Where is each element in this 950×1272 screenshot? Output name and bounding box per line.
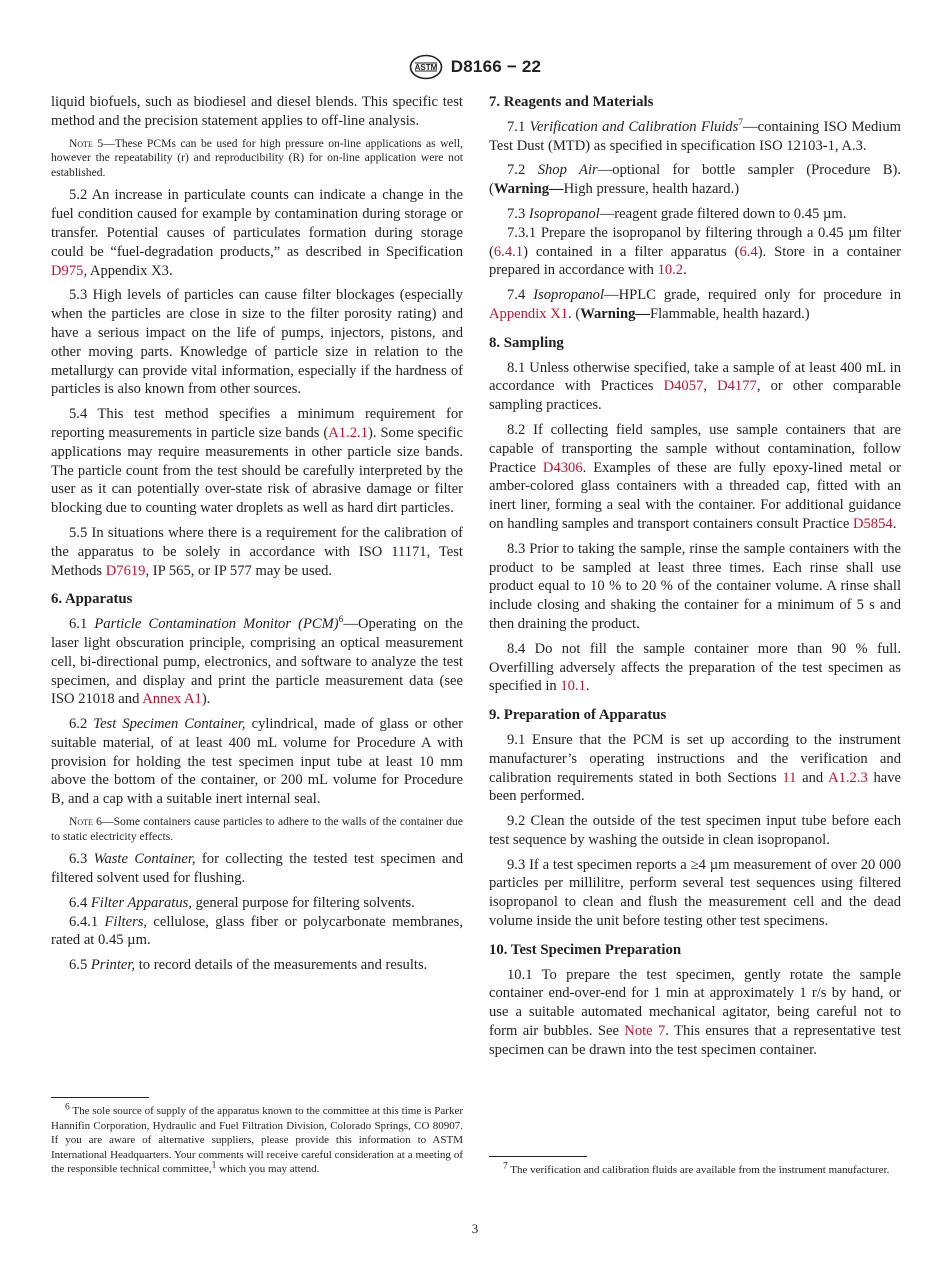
section-9-3: 9.3 If a test specimen reports a ≥4 µm measurement of over 20 000 particles per millilitre, perform several test sequences using filtered isopropanol to clean and flush the measurement cell and the dead volume inside the unit before testing other test specimens. <box>489 856 901 930</box>
footnote-6: $^6$ The sole source of supply of the apparatus known to the committee at this time is Parker Hannifin Corporation, Hydraulic and Fuel Filtration Division, Colorado Springs, CO 80907. If you are aware of alternative suppliers, please provide this information to ASTM International Headquarters. Your comments will receive careful consideration at a meeting of the responsible technical committee,$^1$ which you may attend. <box>51 1102 463 1176</box>
heading-reagents: 7. Reagents and Materials <box>489 94 654 110</box>
section-10-1: 10.1 To prepare the test specimen, gently rotate the sample container end-over-end for 1 min at approximately 1 r/s by hand, or use a suitable automated mechanical agitator, being careful not to form air bubbles. See Note 7. This ensures that a representative test specimen can be drawn into the test specimen container. <box>489 966 901 1058</box>
section-5-4: 5.4 This test method specifies a minimum requirement for reporting measurements in particle size bands (A1.2.1). Some specific applications may require measurements in other particle size bands. The particle count from the test should be carefully interpreted by the user as it can potentially over-state risk of abrasive damage or filter blocking due to counting water droplets as well as hard dirt particles. <box>51 406 463 517</box>
ref-10-2[interactable]: 10.2 <box>657 262 684 279</box>
ref-note-7[interactable]: Note 7 <box>624 1023 666 1040</box>
section-6-2: 6.2 Test Specimen Container, cylindrical, made of glass or other suitable material, of at least 400 mL volume for Procedure A with provision for holding the test specimen input tube at least 10 mm above the bottom of the container, or 200 mL volume for Procedure B, and a cap with a suitable inert internal seal. <box>51 716 463 808</box>
note-6: Note 6—Some containers cause particles to adhere to the walls of the container due to static electricity effects. <box>51 815 463 843</box>
ref-d4177[interactable]: D4177 <box>717 378 757 395</box>
footnote-rule-left <box>51 1097 149 1098</box>
section-8-2: 8.2 If collecting field samples, use sample containers that are capable of transporting the sample without contamination, follow Practice D4306. Examples of these are fully epoxy-lined metal or amber-colored glass containers with a threaded cap, fitted with an inert liner, forming a seal with the container. For additional guidance on handling samples and transport containers consult Practice D5854. <box>489 421 901 532</box>
section-8-4: 8.4 Do not fill the sample container more than 90 % full. Overfilling adversely affects the preparation of the test specimen as specified in 10.1. <box>489 640 901 695</box>
ref-appendix-x1[interactable]: Appendix X1 <box>489 305 569 322</box>
left-column <box>51 93 463 981</box>
ref-d7619[interactable]: D7619 <box>105 562 146 579</box>
footnote-rule-right <box>489 1156 587 1157</box>
section-6-1: 6.1 Particle Contamination Monitor (PCM)$^6$—Operating on the laser light obscuration principle, comprising an optical measurement cell, bi-directional pump, electronics, and software to analyze the test specimen, and display and print the particle measurement data (see ISO 21018 and Annex A1). <box>51 615 464 708</box>
ref-a1-2-3[interactable]: A1.2.3 <box>828 769 868 786</box>
section-9-2: 9.2 Clean the outside of the test specimen input tube before each test sequence by washing the outside in clean isopropanol. <box>489 813 901 848</box>
ref-6-4[interactable]: 6.4 <box>739 243 758 260</box>
intro-paragraph: liquid biofuels, such as biodiesel and diesel blends. This specific test method and the precision statement applies to off-line analysis. <box>51 94 463 129</box>
ref-annex-a1[interactable]: Annex A1 <box>142 691 202 708</box>
section-5-3: 5.3 High levels of particles can cause filter blockages (especially when the particles are close in size to the filter porosity rating) and have a serious impact on the life of pumps, injectors, pistons, and other moving parts. Knowledge of particle size in relation to the metallurgy can provide vital information, especially if the hardness of particles is also known from other sources. <box>51 287 463 398</box>
section-6-4: 6.4 Filter Apparatus, general purpose for filtering solvents. <box>69 894 415 911</box>
page-number: 3 <box>471 1221 479 1236</box>
ref-d4057[interactable]: D4057 <box>663 378 704 395</box>
ref-6-4-1[interactable]: 6.4.1 <box>493 243 524 260</box>
section-7-3-1: 7.3.1 Prepare the isopropanol by filtering through a 0.45 µm filter (6.4.1) contained in a filter apparatus (6.4). Store in a container prepared in accordance with 10.2. <box>489 224 901 279</box>
section-8-3: 8.3 Prior to taking the sample, rinse the sample containers with the product to be sampled at least three times. Each rinse shall use product equal to 10 % to 20 % of the container volume. A rinse shall include closing and shaking the container for a minimum of 5 s and then draining the product. <box>489 540 901 632</box>
section-6-4-1: 6.4.1 Filters, cellulose, glass fiber or polycarbonate membranes, rated at 0.45 µm. <box>51 913 463 949</box>
ref-d975[interactable]: D975 <box>51 262 84 279</box>
ref-d5854[interactable]: D5854 <box>852 515 893 532</box>
section-7-1: 7.1 Verification and Calibration Fluids$^7$—containing ISO Medium Test Dust (MTD) as specified in specification ISO 12103-1, A.3. <box>489 117 902 154</box>
section-5-5: 5.5 In situations where there is a requirement for the calibration of the apparatus to be solely in accordance with ISO 11171, Test Methods D7619, IP 565, or IP 577 may be used. <box>51 524 463 579</box>
ref-d4306[interactable]: D4306 <box>542 459 583 476</box>
heading-apparatus: 6. Apparatus <box>51 591 133 608</box>
logo-text: ASTM <box>414 63 438 72</box>
page-header <box>0 54 950 84</box>
heading-sampling: 8. Sampling <box>489 334 564 351</box>
heading-specimen-preparation: 10. Test Specimen Preparation <box>489 941 682 958</box>
section-6-3: 6.3 Waste Container, for collecting the tested test specimen and filtered solvent used for flushing. <box>51 851 464 887</box>
section-8-1: 8.1 Unless otherwise specified, take a sample of at least 400 mL in accordance with Practices D4057, D4177, or other comparable sampling practices. <box>489 359 902 414</box>
section-7-2: 7.2 Shop Air—optional for bottle sampler (Procedure B). (Warning—High pressure, health hazard.) <box>489 162 902 198</box>
ref-11[interactable]: 11 <box>782 769 797 786</box>
ref-a1-2-1[interactable]: A1.2.1 <box>328 424 368 441</box>
astm-logo-icon <box>409 54 443 80</box>
section-5-2: 5.2 An increase in particulate counts can indicate a change in the fuel condition caused for example by contamination during storage or transfer. Potential causes of particulates formation during storage could be “fuel-degradation products,” as described in Specification D975, Appendix X3. <box>51 187 463 279</box>
ref-10-1[interactable]: 10.1 <box>560 678 586 695</box>
heading-preparation-apparatus: 9. Preparation of Apparatus <box>489 707 667 724</box>
document-designation: D8166 − 22 <box>450 57 542 76</box>
section-9-1: 9.1 Ensure that the PCM is set up according to the instrument manufacturer’s operating instructions and the verification and calibration requirements stated in both Sections 11 and A1.2.3 have been performed. <box>489 731 902 805</box>
section-6-5: 6.5 Printer, to record details of the measurements and results. <box>69 957 428 974</box>
section-7-4: 7.4 Isopropanol—HPLC grade, required only for procedure in Appendix X1. (Warning—Flammable, health hazard.) <box>489 287 901 322</box>
right-column <box>489 93 901 1066</box>
footnote-7: $^7$ The verification and calibration fluids are available from the instrument manufacturer. <box>503 1161 890 1176</box>
section-7-3: 7.3 Isopropanol—reagent grade filtered down to 0.45 µm. <box>507 205 847 222</box>
note-5: Note 5—These PCMs can be used for high pressure on-line applications as well, however the repeatability (r) and reproducibility (R) for on-line application were not established. <box>51 136 463 179</box>
